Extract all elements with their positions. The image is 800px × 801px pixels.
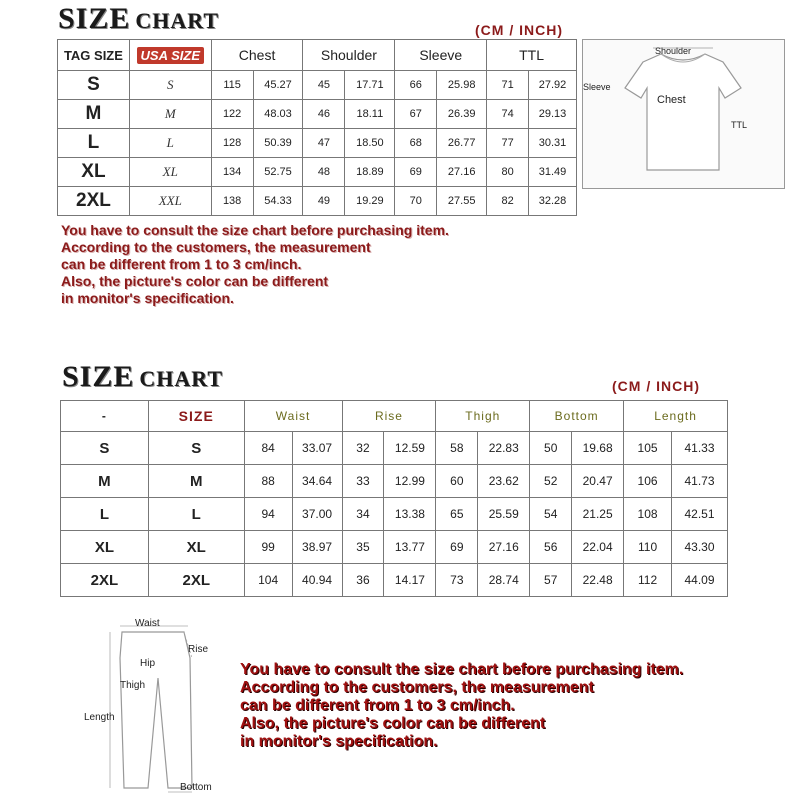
value-cell: 88 (244, 465, 292, 498)
bottom-note-line: can be different from 1 to 3 cm/inch. (240, 697, 515, 714)
value-cell: 56 (530, 531, 572, 564)
pants-label-rise: Rise (188, 644, 209, 655)
value-cell: 108 (624, 498, 672, 531)
value-cell: 27.92 (529, 71, 577, 100)
usa-size-cell: M (129, 100, 211, 129)
table-row (58, 187, 577, 216)
bottom-title-size: SIZE (62, 360, 135, 393)
value-cell: 28.74 (478, 564, 530, 597)
table-row (58, 100, 577, 129)
value-cell: 25.59 (478, 498, 530, 531)
header-chest: Chest (211, 40, 303, 71)
usa-size-cell: L (129, 129, 211, 158)
header-tag-size: TAG SIZE (58, 40, 130, 71)
header-dash: - (61, 401, 149, 432)
value-cell: 33.07 (292, 432, 342, 465)
value-cell: 43.30 (672, 531, 728, 564)
value-cell: 138 (211, 187, 253, 216)
pants-label-waist: Waist (135, 618, 160, 629)
bottom-notice (240, 661, 683, 751)
value-cell: 69 (395, 158, 437, 187)
value-cell: 12.59 (384, 432, 436, 465)
value-cell: 29.13 (529, 100, 577, 129)
table-row (58, 158, 577, 187)
value-cell: 77 (487, 129, 529, 158)
value-cell: 94 (244, 498, 292, 531)
value-cell: 17.71 (345, 71, 395, 100)
value-cell: 115 (211, 71, 253, 100)
value-cell: 74 (487, 100, 529, 129)
header-rise: Rise (342, 401, 436, 432)
header-waist: Waist (244, 401, 342, 432)
size-cell: XL (148, 531, 244, 564)
pants-label-hip: Hip (140, 658, 156, 669)
value-cell: 31.49 (529, 158, 577, 187)
value-cell: 71 (487, 71, 529, 100)
value-cell: 54 (530, 498, 572, 531)
value-cell: 58 (436, 432, 478, 465)
bottom-table-header (61, 401, 728, 432)
pants-label-thigh: Thigh (120, 680, 146, 691)
value-cell: 105 (624, 432, 672, 465)
value-cell: 44.09 (672, 564, 728, 597)
value-cell: 13.77 (384, 531, 436, 564)
bottom-note-line: According to the customers, the measurement (240, 679, 594, 696)
value-cell: 35 (342, 531, 384, 564)
value-cell: 27.55 (437, 187, 487, 216)
size-cell: 2XL (61, 564, 149, 597)
value-cell: 99 (244, 531, 292, 564)
pants-label-length: Length (84, 712, 115, 723)
value-cell: 32 (342, 432, 384, 465)
value-cell: 65 (436, 498, 478, 531)
value-cell: 40.94 (292, 564, 342, 597)
header-length: Length (624, 401, 728, 432)
size-cell: L (61, 498, 149, 531)
top-note-line: You have to consult the size chart before purchasing item. (61, 222, 449, 238)
value-cell: 22.83 (478, 432, 530, 465)
usa-size-cell: S (129, 71, 211, 100)
value-cell: 34.64 (292, 465, 342, 498)
top-notice (61, 222, 449, 307)
value-cell: 37.00 (292, 498, 342, 531)
value-cell: 26.39 (437, 100, 487, 129)
bottom-note-line: in monitor's specification. (240, 733, 438, 750)
value-cell: 27.16 (478, 531, 530, 564)
value-cell: 46 (303, 100, 345, 129)
size-cell: M (61, 465, 149, 498)
value-cell: 25.98 (437, 71, 487, 100)
value-cell: 19.29 (345, 187, 395, 216)
top-size-chart-title (58, 2, 219, 36)
table-row (58, 129, 577, 158)
header-size: SIZE (148, 401, 244, 432)
header-usa-size (129, 40, 211, 71)
value-cell: 69 (436, 531, 478, 564)
tag-size-cell: L (58, 129, 130, 158)
bottom-note-line: You have to consult the size chart before purchasing item. (240, 661, 684, 678)
size-cell: S (148, 432, 244, 465)
size-cell: M (148, 465, 244, 498)
value-cell: 134 (211, 158, 253, 187)
table-row (61, 432, 728, 465)
value-cell: 66 (395, 71, 437, 100)
value-cell: 112 (624, 564, 672, 597)
value-cell: 30.31 (529, 129, 577, 158)
value-cell: 18.11 (345, 100, 395, 129)
shirt-label-shoulder: Shoulder (655, 46, 692, 56)
value-cell: 52 (530, 465, 572, 498)
shirt-label-chest: Chest (657, 94, 686, 106)
value-cell: 48 (303, 158, 345, 187)
value-cell: 80 (487, 158, 529, 187)
table-row (58, 71, 577, 100)
table-row (61, 498, 728, 531)
usa-size-cell: XL (129, 158, 211, 187)
table-row (61, 531, 728, 564)
value-cell: 36 (342, 564, 384, 597)
value-cell: 52.75 (253, 158, 303, 187)
value-cell: 41.33 (672, 432, 728, 465)
pants-diagram (80, 618, 240, 796)
value-cell: 110 (624, 531, 672, 564)
header-sleeve: Sleeve (395, 40, 487, 71)
value-cell: 49 (303, 187, 345, 216)
top-title-chart: CHART (135, 8, 220, 33)
value-cell: 22.04 (572, 531, 624, 564)
top-size-table (57, 39, 577, 216)
top-note-line: in monitor's specification. (61, 290, 234, 306)
top-title-size: SIZE (58, 2, 131, 35)
value-cell: 41.73 (672, 465, 728, 498)
table-row (61, 465, 728, 498)
value-cell: 60 (436, 465, 478, 498)
value-cell: 73 (436, 564, 478, 597)
value-cell: 104 (244, 564, 292, 597)
usa-size-badge: USA SIZE (137, 47, 204, 64)
value-cell: 50.39 (253, 129, 303, 158)
shirt-label-sleeve: Sleeve (583, 82, 611, 92)
tag-size-cell: 2XL (58, 187, 130, 216)
shirt-diagram (582, 39, 785, 189)
size-cell: L (148, 498, 244, 531)
value-cell: 84 (244, 432, 292, 465)
value-cell: 13.38 (384, 498, 436, 531)
value-cell: 106 (624, 465, 672, 498)
value-cell: 14.17 (384, 564, 436, 597)
value-cell: 19.68 (572, 432, 624, 465)
value-cell: 128 (211, 129, 253, 158)
size-cell: 2XL (148, 564, 244, 597)
value-cell: 42.51 (672, 498, 728, 531)
pants-label-bottom: Bottom (180, 782, 212, 793)
value-cell: 122 (211, 100, 253, 129)
size-cell: S (61, 432, 149, 465)
value-cell: 26.77 (437, 129, 487, 158)
value-cell: 68 (395, 129, 437, 158)
value-cell: 22.48 (572, 564, 624, 597)
bottom-unit-label: (CM / INCH) (612, 378, 700, 394)
value-cell: 67 (395, 100, 437, 129)
value-cell: 34 (342, 498, 384, 531)
value-cell: 50 (530, 432, 572, 465)
value-cell: 70 (395, 187, 437, 216)
top-note-line: can be different from 1 to 3 cm/inch. (61, 256, 302, 272)
value-cell: 33 (342, 465, 384, 498)
header-ttl: TTL (487, 40, 577, 71)
tshirt-icon (583, 40, 784, 188)
bottom-note-line: Also, the picture's color can be different (240, 715, 546, 732)
value-cell: 12.99 (384, 465, 436, 498)
bottom-title-chart: CHART (139, 366, 224, 391)
top-note-line: According to the customers, the measurement (61, 239, 371, 255)
value-cell: 82 (487, 187, 529, 216)
value-cell: 23.62 (478, 465, 530, 498)
value-cell: 20.47 (572, 465, 624, 498)
shirt-label-ttl: TTL (731, 120, 748, 130)
table-row (61, 564, 728, 597)
value-cell: 18.50 (345, 129, 395, 158)
size-cell: XL (61, 531, 149, 564)
value-cell: 27.16 (437, 158, 487, 187)
usa-size-cell: XXL (129, 187, 211, 216)
top-note-line: Also, the picture's color can be different (61, 273, 329, 289)
header-bottom: Bottom (530, 401, 624, 432)
tag-size-cell: S (58, 71, 130, 100)
value-cell: 38.97 (292, 531, 342, 564)
value-cell: 18.89 (345, 158, 395, 187)
value-cell: 32.28 (529, 187, 577, 216)
value-cell: 45 (303, 71, 345, 100)
top-unit-label: (CM / INCH) (475, 22, 563, 38)
top-table-header (58, 40, 577, 71)
header-shoulder: Shoulder (303, 40, 395, 71)
value-cell: 45.27 (253, 71, 303, 100)
bottom-size-table (60, 400, 728, 597)
value-cell: 54.33 (253, 187, 303, 216)
value-cell: 48.03 (253, 100, 303, 129)
value-cell: 21.25 (572, 498, 624, 531)
tag-size-cell: M (58, 100, 130, 129)
value-cell: 57 (530, 564, 572, 597)
bottom-size-chart-title (62, 360, 223, 394)
header-thigh: Thigh (436, 401, 530, 432)
value-cell: 47 (303, 129, 345, 158)
pants-icon (80, 618, 240, 796)
tag-size-cell: XL (58, 158, 130, 187)
